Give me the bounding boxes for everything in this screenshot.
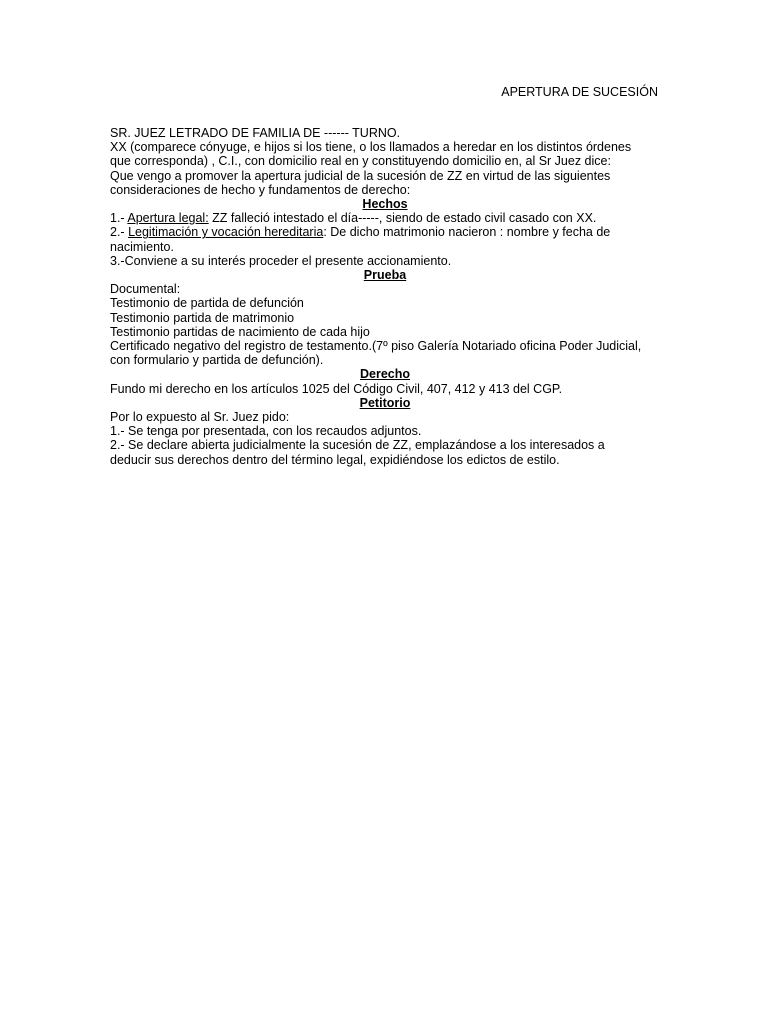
- section-heading-hechos: Hechos: [362, 197, 408, 212]
- prueba-line-2: Testimonio de partida de defunción: [110, 296, 304, 311]
- hechos-item-2-text: : De dicho matrimonio nacieron : nombre y fecha de: [323, 225, 611, 240]
- prueba-line-1: Documental:: [110, 282, 181, 297]
- section-heading-prueba: Prueba: [363, 268, 407, 283]
- hechos-item-1-label: Apertura legal:: [127, 211, 209, 226]
- prueba-line-3: Testimonio partida de matrimonio: [110, 310, 295, 325]
- hechos-item-1-prefix: 1.-: [110, 211, 128, 226]
- intro-line-2: que corresponda) , C.I., con domicilio real en y constituyendo domicilio en, al Sr Juez dice:: [110, 154, 611, 169]
- hechos-item-3: 3.-Conviene a su interés proceder el presente accionamiento.: [110, 253, 452, 268]
- section-heading-petitorio: Petitorio: [359, 395, 411, 410]
- petitorio-line-4: deducir sus derechos dentro del término legal, expidiéndose los edictos de estilo.: [110, 452, 560, 467]
- petitorio-line-1: Por lo expuesto al Sr. Juez pido:: [110, 410, 290, 425]
- document-body: [110, 126, 660, 467]
- prueba-line-5: Certificado negativo del registro de testamento.(7º piso Galería Notariado oficina Poder Judicial,: [110, 339, 642, 354]
- addressee-line: SR. JUEZ LETRADO DE FAMILIA DE ------ TURNO.: [110, 126, 401, 140]
- section-heading-derecho: Derecho: [359, 367, 411, 382]
- petitorio-line-2: 1.- Se tenga por presentada, con los recaudos adjuntos.: [110, 424, 422, 439]
- intro-line-3: Que vengo a promover la apertura judicial de la sucesión de ZZ en virtud de las siguientes: [110, 168, 611, 183]
- intro-line-1: XX (comparece cónyuge, e hijos si los tiene, o los llamados a heredar en los distintos órdenes: [110, 140, 632, 155]
- hechos-item-2: [110, 225, 660, 239]
- hechos-item-2-continuation: nacimiento.: [110, 239, 174, 254]
- hechos-item-2-prefix: 2.-: [110, 225, 129, 240]
- hechos-item-1: [110, 211, 660, 225]
- prueba-line-4: Testimonio partidas de nacimiento de cada hijo: [110, 324, 370, 339]
- document-title: APERTURA DE SUCESIÓN: [501, 85, 658, 99]
- hechos-item-1-text: ZZ falleció intestado el día-----, siendo de estado civil casado con XX.: [208, 211, 597, 226]
- intro-line-4: consideraciones de hecho y fundamentos de derecho:: [110, 182, 411, 197]
- prueba-line-6: con formulario y partida de defunción).: [110, 353, 324, 368]
- petitorio-line-3: 2.- Se declare abierta judicialmente la sucesión de ZZ, emplazándose a los interesados a: [110, 438, 605, 453]
- hechos-item-2-label: Legitimación y vocación hereditaria: [128, 225, 324, 240]
- derecho-line-1: Fundo mi derecho en los artículos 1025 del Código Civil, 407, 412 y 413 del CGP.: [110, 381, 563, 396]
